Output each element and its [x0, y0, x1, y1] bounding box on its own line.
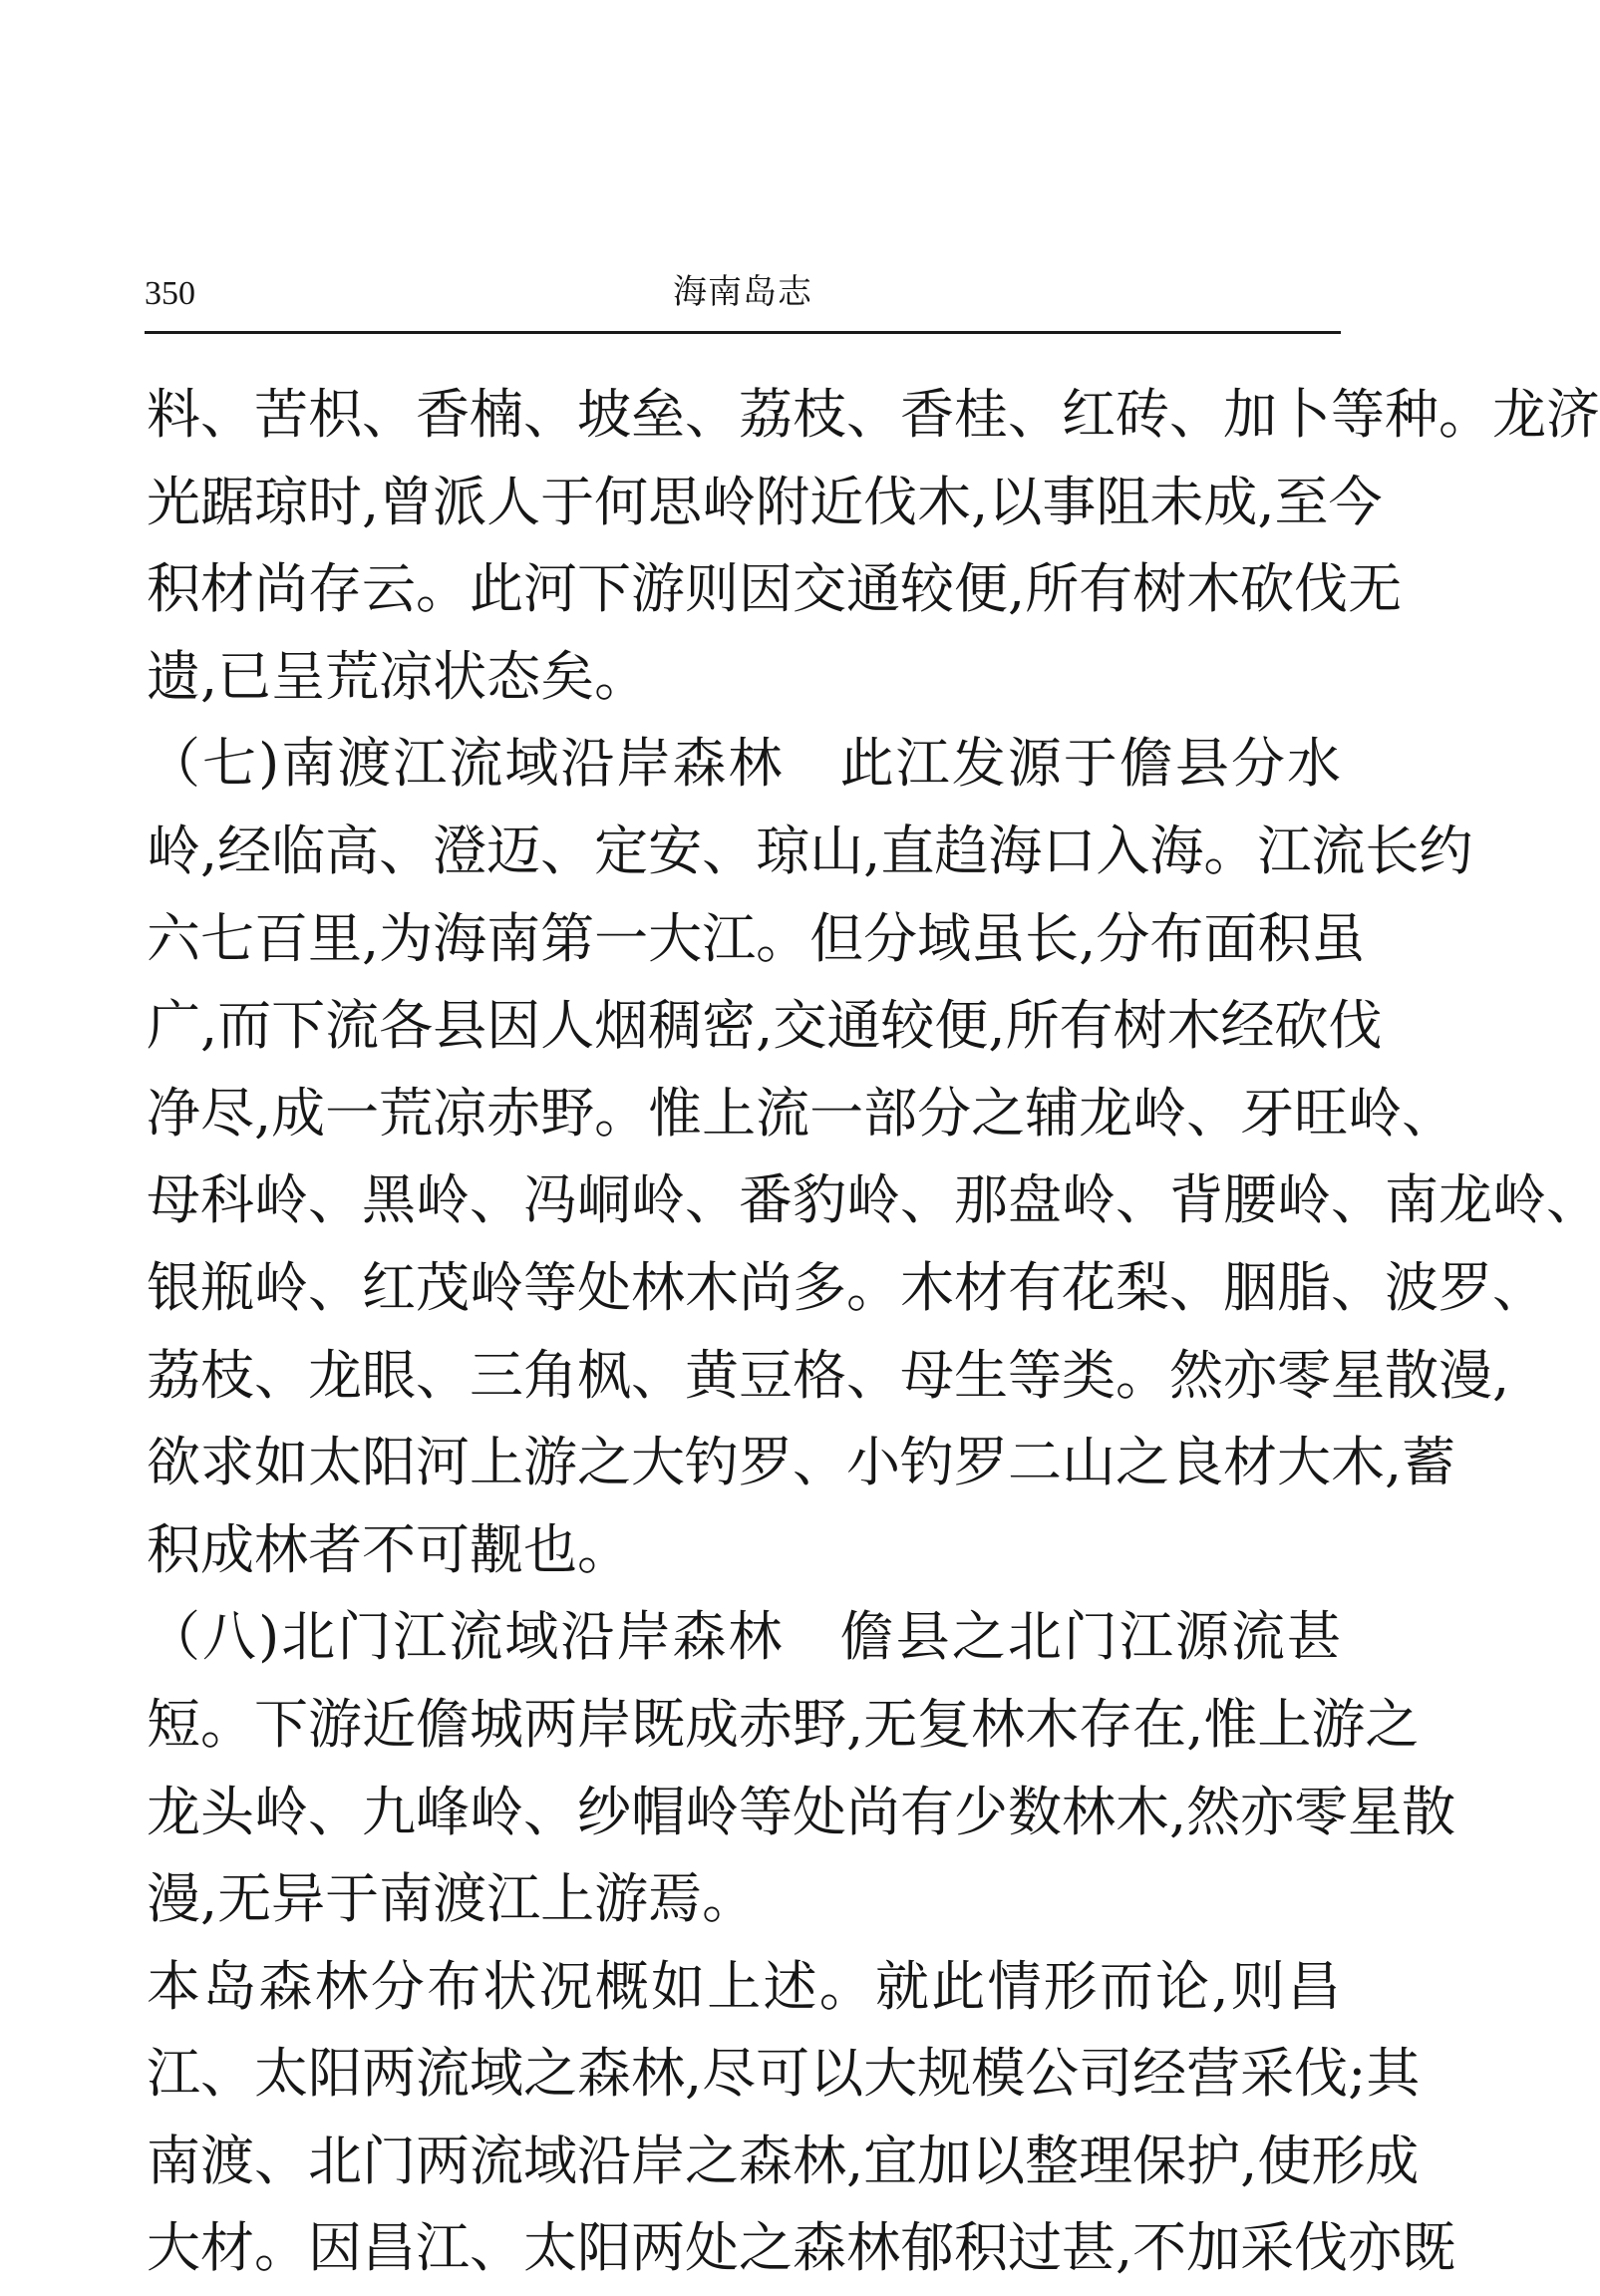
- text-line: 料、苦枳、香楠、坡垒、荔枝、香桂、红砖、加卜等种。龙济: [147, 383, 1600, 446]
- text-line: 积成林者不可觏也。: [147, 1517, 631, 1581]
- text-line: （七)南渡江流域沿岸森林 此江发源于儋县分水: [147, 732, 1341, 796]
- text-line: 漫,无异于南渡江上游焉。: [147, 1867, 757, 1931]
- text-line: 六七百里,为海南第一大江。但分域虽长,分布面积虽: [147, 906, 1366, 970]
- running-title: 海南岛志: [673, 272, 812, 312]
- page-header: [145, 264, 1341, 324]
- text-line: 南渡、北门两流域沿岸之森林,宜加以整理保护,使形成: [147, 2129, 1420, 2192]
- text-line: 江、太阳两流域之森林,尽可以大规模公司经营采伐;其: [147, 2042, 1421, 2106]
- text-line: 欲求如太阳河上游之大钓罗、小钓罗二山之良材大木,蓄: [147, 1431, 1456, 1494]
- text-line: 本岛森林分布状况概如上述。就此情形而论,则昌: [147, 1954, 1341, 2018]
- text-line: 广,而下流各县因人烟稠密,交通较便,所有树木经砍伐: [147, 994, 1383, 1058]
- body-text: [147, 371, 1600, 2292]
- text-line: 短。下游近儋城两岸既成赤野,无复林木存在,惟上游之: [147, 1692, 1420, 1756]
- text-line: 母科岭、黑岭、冯峒岭、番豹岭、那盘岭、背腰岭、南龙岭、: [147, 1168, 1600, 1232]
- page-number: 350: [145, 275, 195, 312]
- text-line: （八)北门江流域沿岸森林 儋县之北门江源流甚: [147, 1605, 1341, 1669]
- header-rule: [145, 331, 1341, 334]
- text-line: 银瓶岭、红茂岭等处林木尚多。木材有花梨、胭脂、波罗、: [147, 1255, 1546, 1319]
- text-line: 净尽,成一荒凉赤野。惟上流一部分之辅龙岭、牙旺岭、: [147, 1081, 1456, 1145]
- text-line: 荔枝、龙眼、三角枫、黄豆格、母生等类。然亦零星散漫,: [147, 1343, 1510, 1407]
- text-line: 龙头岭、九峰岭、纱帽岭等处尚有少数林木,然亦零星散: [147, 1780, 1456, 1843]
- text-line: 光踞琼时,曾派人于何思岭附近伐木,以事阻未成,至今: [147, 470, 1383, 533]
- text-line: 大材。因昌江、太阳两处之森林郁积过甚,不加采伐亦既: [147, 2216, 1456, 2280]
- text-line: 遗,已呈荒凉状态矣。: [147, 644, 649, 708]
- text-line: 岭,经临高、澄迈、定安、琼山,直趋海口入海。江流长约: [147, 819, 1473, 882]
- text-line: 积材尚存云。此河下游则因交通较便,所有树木砍伐无: [147, 557, 1403, 621]
